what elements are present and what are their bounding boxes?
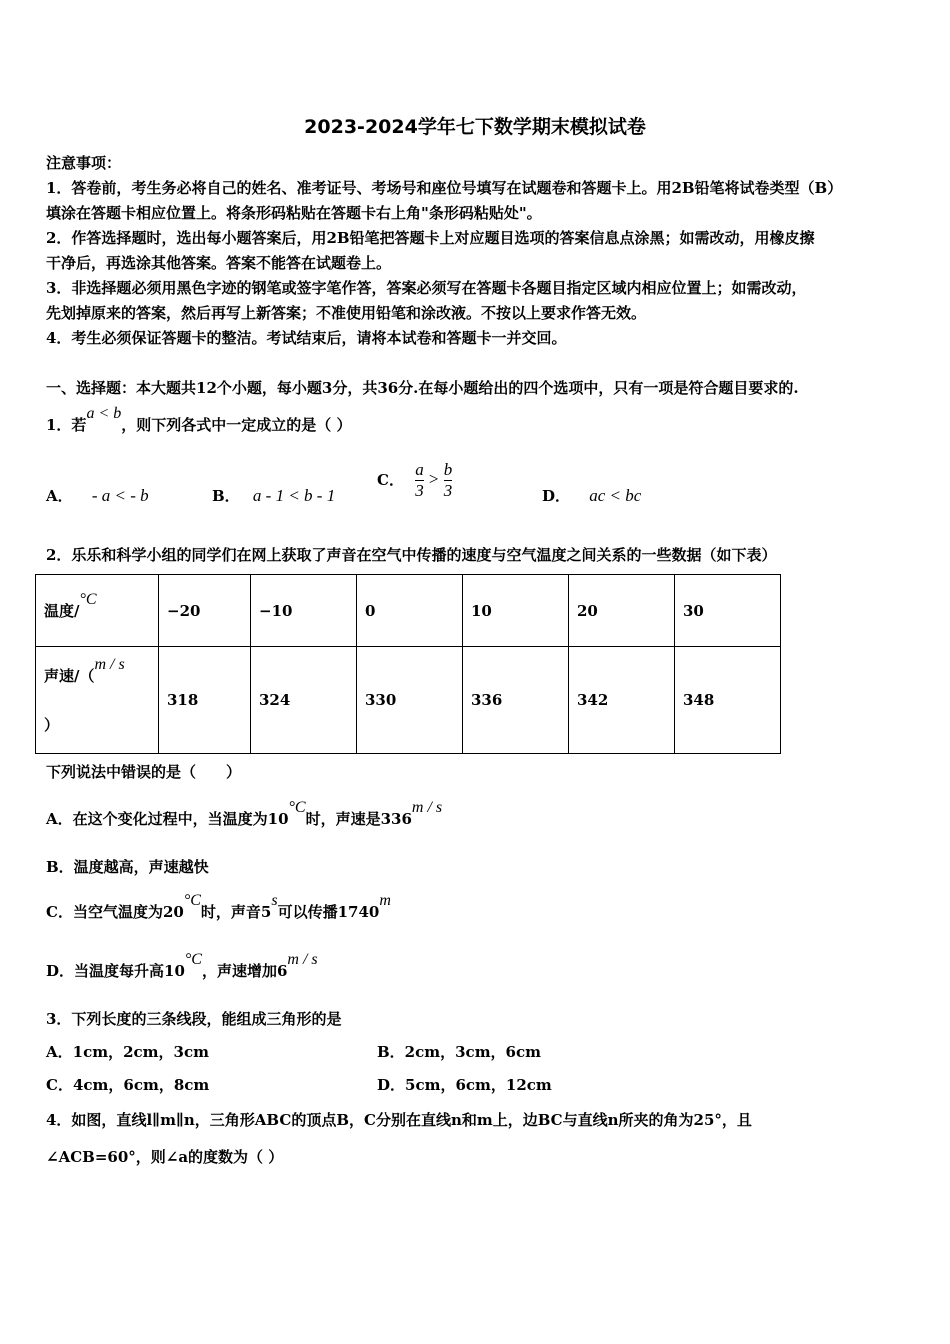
unit: °C	[184, 951, 202, 968]
table-cell: 30	[675, 575, 781, 647]
numerator: a	[415, 460, 424, 479]
option-label: B．	[212, 487, 240, 505]
notice-line: 4．考生必须保证答题卡的整洁。考试结束后，请将本试卷和答题卡一并交回。	[46, 329, 567, 347]
table-row	[36, 647, 781, 754]
option-text: ，声速增加6	[201, 962, 288, 980]
question-3-stem: 3．下列长度的三条线段，能组成三角形的是	[46, 1010, 342, 1028]
header-label: 温度/	[44, 602, 80, 620]
table-cell: −10	[251, 575, 357, 647]
table-cell: 330	[357, 647, 463, 754]
unit: °C	[79, 591, 97, 608]
notice-line: 先划掉原来的答案，然后再写上新答案；不准使用铅笔和涂改液。不按以上要求作答无效。	[46, 304, 647, 322]
option-text: 时，声音5	[200, 903, 272, 921]
page-title: 2023-2024学年七下数学期末模拟试卷	[304, 116, 646, 138]
q1-option-b	[212, 485, 335, 506]
q2-question: 下列说法中错误的是（ ）	[46, 763, 242, 781]
q3-option-d: D．5cm，6cm，12cm	[377, 1076, 552, 1094]
q1-option-a	[46, 485, 149, 506]
denominator: 3	[415, 481, 424, 500]
q1-prefix: 1．若	[46, 416, 87, 434]
question-4-line2: ∠ACB=60°，则∠a的度数为（ ）	[46, 1148, 284, 1166]
notice-line: 1．答卷前，考生务必将自己的姓名、准考证号、考场号和座位号填写在试题卷和答题卡上。用2B铅笔将试卷类型（B）	[46, 179, 843, 197]
fraction-a-over-3	[415, 460, 424, 501]
q1-option-c	[377, 460, 452, 501]
option-text: A．在这个变化过程中，当温度为10	[46, 810, 289, 828]
greater-than-sign: >	[428, 469, 439, 489]
header-label: 声速/（	[44, 667, 95, 685]
option-label: A．	[46, 487, 73, 505]
question-1-stem	[46, 405, 352, 435]
unit: °C	[288, 799, 306, 816]
table-row	[36, 575, 781, 647]
table-cell: 10	[463, 575, 569, 647]
table-cell: 318	[159, 647, 251, 754]
header-close: ）	[44, 716, 60, 734]
q2-option-a	[46, 799, 443, 829]
q3-option-c: C．4cm，6cm，8cm	[46, 1076, 210, 1094]
numerator: b	[443, 460, 453, 479]
unit: s	[271, 892, 278, 909]
q2-option-c	[46, 892, 391, 922]
option-label: C．	[377, 470, 404, 489]
table-cell: 0	[357, 575, 463, 647]
q1-suffix: ，则下列各式中一定成立的是（ ）	[121, 416, 352, 434]
temperature-speed-table	[35, 574, 781, 754]
row-header-speed	[36, 647, 159, 754]
unit: m / s	[287, 951, 318, 968]
option-text: D．当温度每升高10	[46, 962, 185, 980]
option-text: C．当空气温度为20	[46, 903, 184, 921]
notice-line: 填涂在答题卡相应位置上。将条形码粘贴在答题卡右上角"条形码粘贴处"。	[46, 204, 542, 222]
notice-line: 3．非选择题必须用黑色字迹的钢笔或签字笔作答，答案必须写在答题卡各题目指定区域内相应位置上；如需改动，	[46, 279, 807, 297]
unit: m / s	[411, 799, 443, 816]
row-header-temperature	[36, 575, 159, 647]
q3-option-b: B．2cm，3cm，6cm	[377, 1043, 542, 1061]
unit: m	[379, 892, 391, 909]
option-label: D．	[542, 487, 571, 505]
notice-line: 干净后，再选涂其他答案。答案不能答在试题卷上。	[46, 254, 392, 272]
option-math: a - 1 < b - 1	[252, 486, 336, 505]
question-2-stem: 2．乐乐和科学小组的同学们在网上获取了声音在空气中传播的速度与空气温度之间关系的一些数据（如下表）	[46, 546, 777, 564]
denominator: 3	[443, 481, 453, 500]
unit: m / s	[94, 656, 125, 673]
option-text: 可以传播1740	[277, 903, 380, 921]
fraction-b-over-3	[444, 460, 453, 501]
q1-option-d	[542, 485, 641, 506]
q1-condition: a < b	[86, 405, 122, 422]
option-math: ac < bc	[589, 486, 642, 505]
q2-option-d	[46, 951, 318, 981]
unit: °C	[183, 892, 201, 909]
table-cell: 20	[569, 575, 675, 647]
q3-option-a: A．1cm，2cm，3cm	[46, 1043, 209, 1061]
question-4-line1: 4．如图，直线l∥m∥n，三角形ABC的顶点B，C分别在直线n和m上，边BC与直线n所夹的角为25°，且	[46, 1111, 752, 1129]
section-heading: 一、选择题：本大题共12个小题，每小题3分，共36分.在每小题给出的四个选项中，只有一项是符合题目要求的.	[46, 379, 799, 397]
table-cell: 336	[463, 647, 569, 754]
option-math: - a < - b	[91, 486, 149, 505]
table-cell: 342	[569, 647, 675, 754]
table-cell: 348	[675, 647, 781, 754]
q2-option-b: B．温度越高，声速越快	[46, 858, 209, 876]
notice-heading: 注意事项：	[46, 154, 122, 172]
table-cell: 324	[251, 647, 357, 754]
option-text: 时，声速是336	[305, 810, 412, 828]
notice-line: 2．作答选择题时，选出每小题答案后，用2B铅笔把答题卡上对应题目选项的答案信息点涂黑；如需改动，用橡皮擦	[46, 229, 815, 247]
table-cell: −20	[159, 575, 251, 647]
